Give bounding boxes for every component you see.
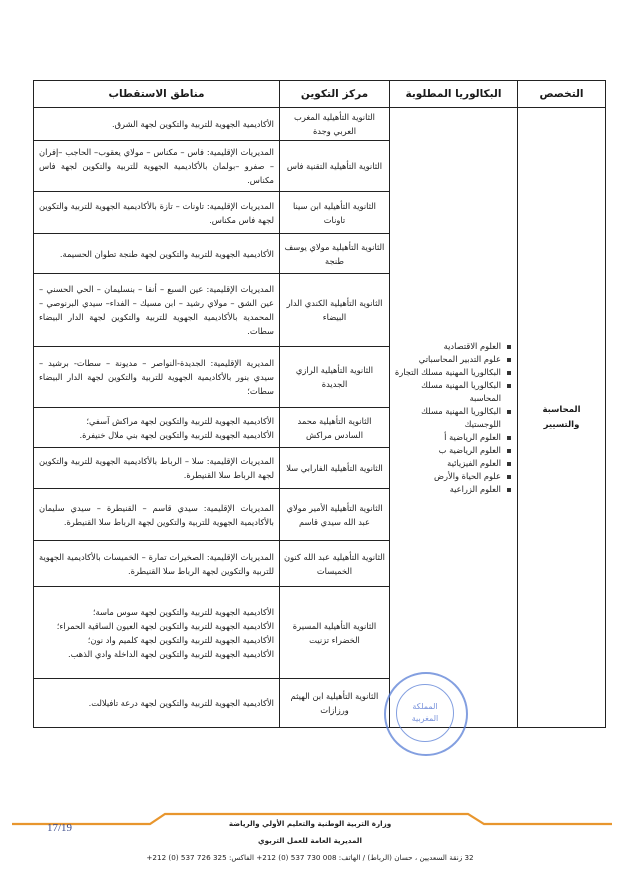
header-zones: مناطق الاستقطاب <box>34 81 280 108</box>
zones-cell <box>34 192 280 234</box>
specialty-line2: والتسيير <box>543 419 580 430</box>
zones-cell <box>34 234 280 274</box>
recruitment-table <box>33 80 606 728</box>
table-row <box>34 108 606 141</box>
zone-entry: المديريات الإقليمية: الصخيرات تمارة – الخميسات بالأكاديمية الجهوية للتربية والتكوين لجهة الرباط سلا القنيطرة. <box>39 551 274 576</box>
zones-cell <box>34 448 280 489</box>
baccalaureate-cell <box>390 108 518 728</box>
zone-entry: الأكاديمية الجهوية للتربية والتكوين لجهة درعة تافيلالت. <box>88 698 274 708</box>
table-header-row <box>34 81 606 108</box>
training-center-cell: الثانوية التأهيلية المسيرة الخضراء تزنيت <box>280 587 390 679</box>
baccalaureate-item: العلوم الرياضية أ <box>394 431 511 444</box>
training-center-cell: الثانوية التأهيلية مولاي يوسف طنجة <box>280 234 390 274</box>
header-specialty: التخصص <box>518 81 606 108</box>
training-center-cell: الثانوية التأهيلية المغرب العربي وجدة <box>280 108 390 141</box>
baccalaureate-item: العلوم الفيزيائية <box>394 457 511 470</box>
training-center-cell: الثانوية التأهيلية الكندي الدار البيضاء <box>280 274 390 347</box>
zone-entry: المديريات الإقليمية: سلا – الرباط بالأكاديمية الجهوية للتربية والتكوين لجهة الرباط سلا القنيطرة. <box>39 456 274 480</box>
zone-entry: الأكاديمية الجهوية للتربية والتكوين لجهة بني ملال خنيفرة. <box>79 429 274 440</box>
zones-cell <box>34 408 280 448</box>
baccalaureate-item: البكالوريا المهنية مسلك التجارة <box>394 366 511 379</box>
training-center-cell: الثانوية التأهيلية الأمير مولاي عبد الله سيدي قاسم <box>280 489 390 541</box>
stamp-text-line2: المغربية <box>411 714 439 723</box>
zone-entry: الأكاديمية الجهوية للتربية والتكوين لجهة سوس ماسة؛ <box>92 606 274 617</box>
header-baccalaureate: البكالوريا المطلوبة <box>390 81 518 108</box>
zone-entry: المديرية الإقليمية: الجديدة-النواصر – مديونة – سطات- برشيد – سيدي بنور بالأكاديمية الجهوية للتربية والتكوين لجهة الدار البيضاء سطات؛ <box>39 358 274 396</box>
official-stamp <box>384 672 468 756</box>
zones-cell <box>34 489 280 541</box>
zone-entry: الأكاديمية الجهوية للتربية والتكوين لجهة العيون الساقية الحمراء؛ <box>56 620 274 631</box>
baccalaureate-item: البكالوريا المهنية مسلك اللوجستيك <box>394 405 511 431</box>
zone-entry: الأكاديمية الجهوية للتربية والتكوين لجهة الداخلة وادي الذهب. <box>67 648 274 659</box>
training-center-cell: الثانوية التأهيلية الفارابي سلا <box>280 448 390 489</box>
training-center-cell: الثانوية التأهيلية الرازي الجديدة <box>280 347 390 408</box>
baccalaureate-item: علوم الحياة والأرض <box>394 470 511 483</box>
zones-cell <box>34 141 280 192</box>
stamp-text-line1: المملكة <box>412 702 438 711</box>
zones-cell <box>34 679 280 728</box>
training-center-cell: الثانوية التأهيلية ابن الهيثم ورزازات <box>280 679 390 728</box>
training-center-cell: الثانوية التأهيلية ابن سينا تاونات <box>280 192 390 234</box>
zone-entry: الأكاديمية الجهوية للتربية والتكوين لجهة الشرق. <box>111 119 274 129</box>
training-center-cell: الثانوية التأهيلية عبد الله كنون الخميسات <box>280 541 390 587</box>
zone-entry: الأكاديمية الجهوية للتربية والتكوين لجهة مراكش آسفي؛ <box>86 415 274 426</box>
stamp-inner-ring <box>396 684 454 742</box>
footer-directorate: المديرية العامة للعمل التربوي <box>258 836 362 845</box>
training-center-cell: الثانوية التأهيلية التقنية فاس <box>280 141 390 192</box>
baccalaureate-item: البكالوريا المهنية مسلك المحاسبة <box>394 379 511 405</box>
zone-entry: المديريات الإقليمية: سيدي قاسم – القنيطرة – سيدي سليمان بالأكاديمية الجهوية للتربية والتكوين لجهة الرباط سلا القنيطرة. <box>39 502 274 527</box>
header-training-center: مركز التكوين <box>280 81 390 108</box>
baccalaureate-item: علوم التدبير المحاسباتي <box>394 353 511 366</box>
specialty-cell <box>518 108 606 728</box>
footer-ministry: وزارة التربية الوطنية والتعليم الأولي والرياضة <box>228 819 392 828</box>
zones-cell <box>34 587 280 679</box>
training-center-cell: الثانوية التأهيلية محمد السادس مراكش <box>280 408 390 448</box>
zone-entry: المديريات الإقليمية: عين السبع – أنفا – بنسليمان – الحي الحسني – عين الشق – مولاي رشيد – ابن مسيك – الفداء– سيدي البرنوصي – المحمدية بالأكاديمية الجهوية للتربية والتكوين لجهة الدار البيضاء سطات. <box>39 284 274 336</box>
zone-entry: المديريات الإقليمية: تاونات – تازة بالأكاديمية الجهوية للتربية والتكوين لجهة فاس مكناس. <box>39 200 274 225</box>
footer-address: 32 زنقة السعديين ، حسان (الرباط) / الهاتف: 008 730 537 (0) 212+ الفاكس: 325 726 537 (0) 212+ <box>146 853 474 862</box>
zones-cell <box>34 541 280 587</box>
baccalaureate-item: العلوم الزراعية <box>394 483 511 496</box>
baccalaureate-item: العلوم الاقتصادية <box>394 340 511 353</box>
baccalaureate-item: العلوم الرياضية ب <box>394 444 511 457</box>
zone-entry: المديريات الإقليمية: فاس – مكناس – مولاي يعقوب– الحاجب –إفران – صفرو –بولمان بالأكاديمية الجهوية للتربية والتكوين لجهة فاس مكناس. <box>39 147 274 185</box>
page-number: 17/19 <box>47 822 73 834</box>
zone-entry: الأكاديمية الجهوية للتربية والتكوين لجهة كلميم واد نون؛ <box>87 634 274 645</box>
specialty-line1: المحاسبة <box>542 404 581 415</box>
zones-cell <box>34 347 280 408</box>
zones-cell <box>34 108 280 141</box>
baccalaureate-list <box>394 340 511 496</box>
zone-entry: الأكاديمية الجهوية للتربية والتكوين لجهة طنجة تطوان الحسيمة. <box>59 248 274 259</box>
zones-cell <box>34 274 280 347</box>
